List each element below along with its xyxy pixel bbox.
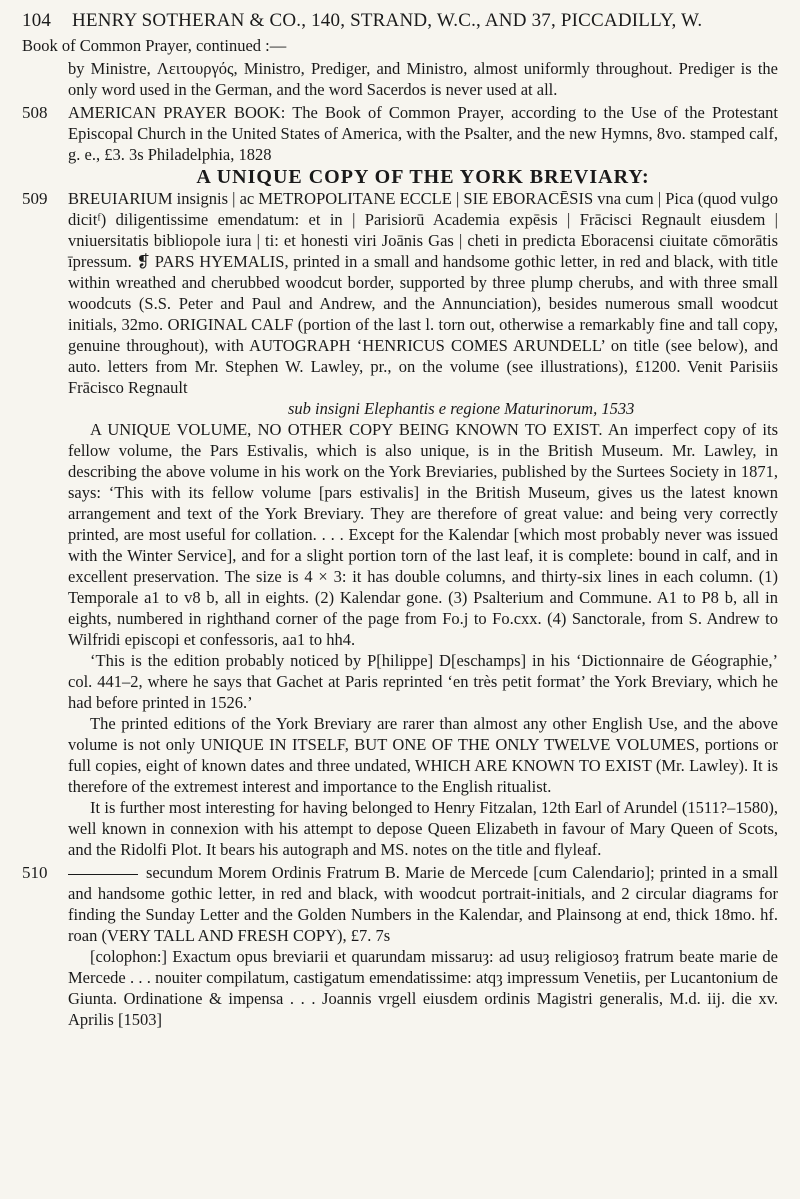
lot-description: secundum Morem Ordinis Fratrum B. Marie de Mercede [cum Calendario]; printed in a small and handsome gothic letter, in red and black, with woodcut portrait-initials, and 2 circular diagrams for finding the Sunday Letter and the Golden Numbers in the Kalendar, and Plainsong at end, thick 18mo. hf. roan (VERY TALL AND FRESH COPY), £7. 7s — [68, 863, 778, 945]
continued-entry — [68, 58, 778, 100]
ditto-rule — [68, 874, 138, 875]
page-header — [22, 10, 778, 32]
lot-509 — [22, 166, 778, 860]
lot-note: A UNIQUE VOLUME, NO OTHER COPY BEING KNOWN TO EXIST. An imperfect copy of its fellow volume, the Pars Estivalis, which is also unique, is in the British Museum. Mr. Lawley, in describing the above volume in his work on the York Breviaries, published by the Surtees Society in 1871, says: ‘This with its fellow volume [pars estivalis] in the British Museum, gives us the latest known arrangement and text of the York Breviary. They are therefore of great value: and being very correctly printed, are most useful for collation. . . . Except for the Kalendar [which most probably never was issued with the Winter Service], and for a slight portion torn of the last leaf, it is complete: bound in calf, and in excellent preservation. The size is 4 × 3: it has double columns, and thirty-six lines in each column. (1) Temporale a1 to v8 b, all in eights. (2) Kalendar gone. (3) Psalterium and Commune. A1 to P8 b, all in eights, numbered in righthand corner of the page from Fo.j to Fo.cxx. (4) Sanctorale, from S. Andrew to Wilfridi episcopi et confessoris, aa1 to hh4. — [68, 420, 778, 649]
lot-note: The printed editions of the York Breviary are rarer than almost any other English Use, and the above volume is not only UNIQUE IN ITSELF, BUT ONE OF THE ONLY TWELVE VOLUMES, portions or full copies, eight of known dates and three undated, WHICH ARE KNOWN TO EXIST (Mr. Lawley). It is therefore of the extremest interest and importance to the English ritualist. — [68, 714, 778, 796]
lot-description: AMERICAN PRAYER BOOK: The Book of Common Prayer, according to the Use of the Protestant Episcopal Church in the United States of America, with the Psalter, and the new Hymns, 8vo. stamped calf, g. e., £3. 3s Philadelphia, 1828 — [68, 103, 778, 164]
continued-text: by Ministre, Λειτουργός, Ministro, Prediger, and Ministro, almost uniformly throughout. Prediger is the only word used in the German, and the word Sacerdos is never used at all. — [68, 59, 778, 99]
continued-heading: Book of Common Prayer, continued :— — [22, 36, 287, 55]
lot-508 — [22, 102, 778, 165]
lot-note: It is further most interesting for having belonged to Henry Fitzalan, 12th Earl of Arundel (1511?–1580), well known in connexion with his attempt to depose Queen Elizabeth in favour of Mary Queen of Scots, and the Ridolfi Plot. It bears his autograph and MS. notes on the title and flyleaf. — [68, 798, 778, 859]
lot-number: 509 — [22, 189, 48, 208]
lot-colophon: [colophon:] Exactum opus breviarii et quarundam missaruȝ: ad usuȝ religiosoȝ fratrum beate marie de Mercede . . . nouiter compilatum, castigatum emendatissime: atqȝ impressum Venetiis, per Lucantonium de Giunta. Ordinatione & impensa . . . Joannis vrgell eiusdem ordinis Magistri generalis, M.d. iij. die xv. Aprilis [1503] — [68, 947, 778, 1029]
lot-510 — [22, 862, 778, 1030]
lot-number: 508 — [22, 103, 48, 122]
lot-banner: A UNIQUE COPY OF THE YORK BREVIARY: — [196, 166, 650, 188]
page-number: 104 — [22, 10, 52, 31]
lot-imprint: sub insigni Elephantis e regione Maturinorum, 1533 — [288, 399, 635, 418]
lot-note: ‘This is the edition probably noticed by P[hilippe] D[eschamps] in his ‘Dictionnaire de Géographie,’ col. 441–2, where he says that Gachet at Paris reprinted ‘en très petit format’ the York Breviary, which he had before printed in 1526.’ — [68, 651, 778, 712]
lot-number: 510 — [22, 863, 48, 882]
lot-description: BREUIARIUM insignis | ac METROPOLITANE ECCLE | SIE EBORACĒSIS vna cum | Pica (quod vulgo dicitᶠ) diligentissime emendatum: et in | Parisiorū Academia expēsis | Frācisci Regnault eiusdem | vniuersitatis bibliopole iura | ti: et honesti viri Joānis Gas | cheti in predicta Eboracensi ciuitate cōmorātis īpressum. ❡ PARS HYEMALIS, printed in a small and handsome gothic letter, in red and black, with title within wreathed and cherubbed woodcut border, supported by three plump cherubs, and with three small woodcuts (S.S. Peter and Paul and Andrew, and the Annunciation), besides numerous small woodcut initials, 32mo. ORIGINAL CALF (portion of the last l. torn out, otherwise a remarkably fine and tall copy, genuine throughout), with AUTOGRAPH ‘HENRICUS COMES ARUNDELL’ on title (see below), and auto. letters from Mr. Stephen W. Lawley, pr., on the volume (see illustrations), £1200. Venit Parisiis Frācisco Regnault — [68, 189, 778, 397]
running-head: HENRY SOTHERAN & CO., 140, STRAND, W.C., AND 37, PICCADILLY, W. — [72, 10, 703, 31]
